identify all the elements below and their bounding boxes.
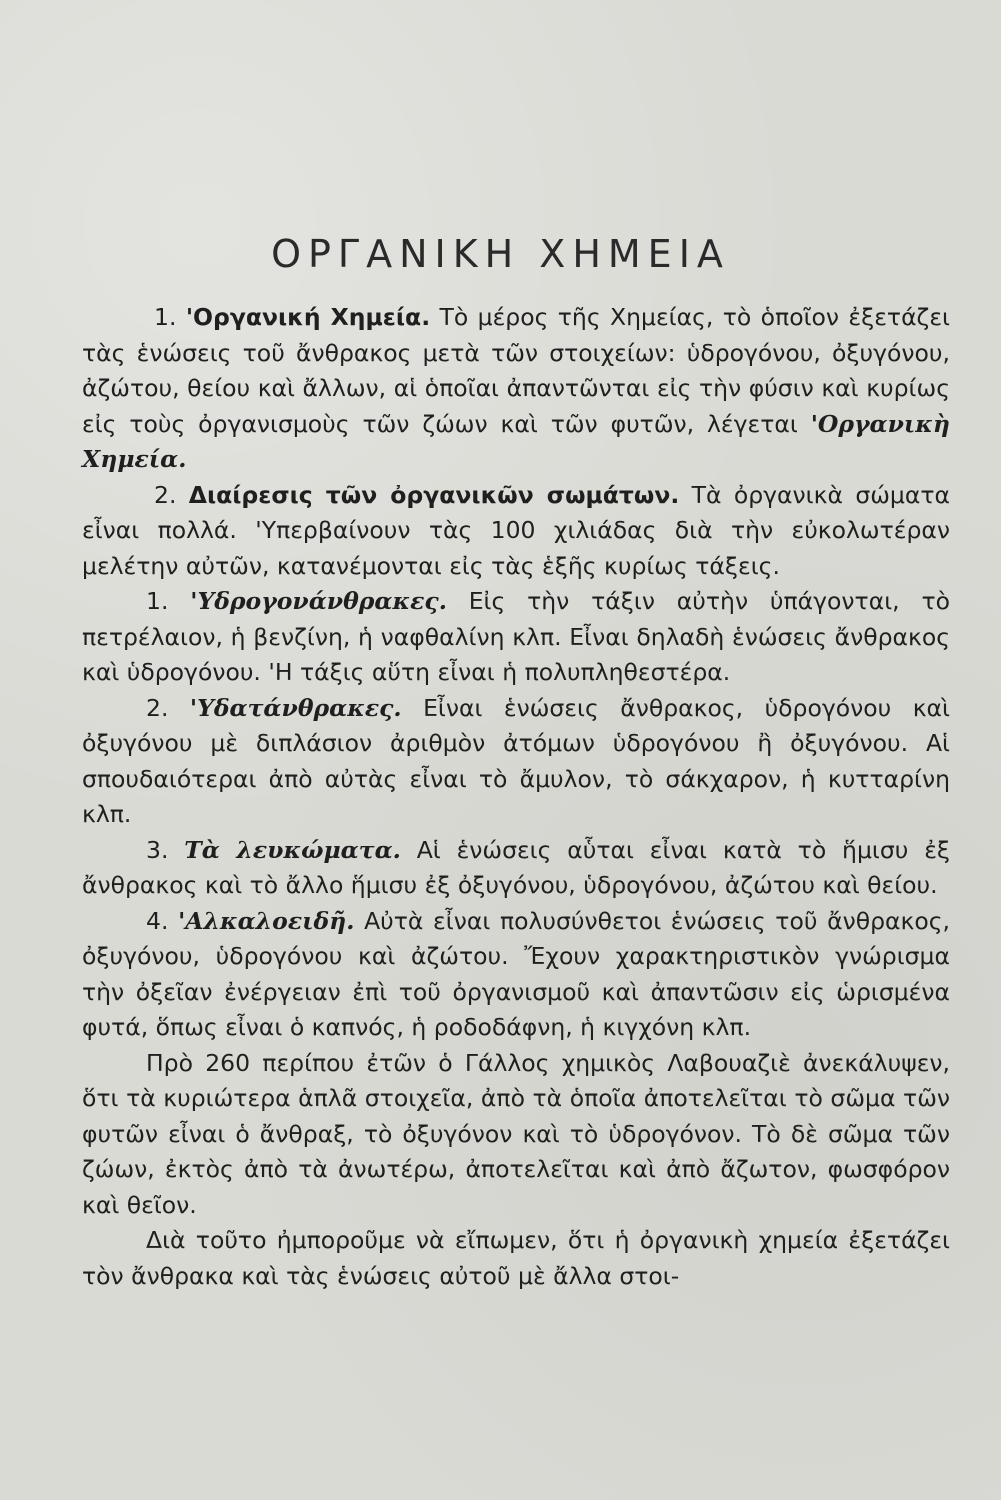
section-1-heading: 'Οργανική Χημεία. [185, 303, 431, 331]
class-4-paragraph [82, 904, 950, 1046]
class-3-term: Τὰ λευκώματα. [184, 835, 401, 864]
lavoisier-paragraph: Πρὸ 260 περίπου ἐτῶν ὁ Γάλλος χημικὸς Λαβουαζιὲ ἀνεκάλυψεν, ὅτι τὰ κυριώτερα ἁπλᾶ στοιχεῖα, ἀπὸ τὰ ὁποῖα ἀποτελεῖται τὸ σῶμα τῶν φυτῶν εἶναι ὁ ἄνθραξ, τὸ ὀξυγόνον καὶ τὸ ὑδρογόνον. Τὸ δὲ σῶμα τῶν ζώων, ἐκτὸς ἀπὸ τὰ ἀνωτέρω, ἀποτελεῖται καὶ ἀπὸ ἄζωτον, φωσφόρον καὶ θεῖον. [82, 1048, 950, 1219]
class-2-paragraph [82, 691, 950, 833]
section-1-term: 'Οργανικὴ Χημεία. [82, 409, 950, 473]
section-2-heading: Διαίρεσις τῶν ὀργανικῶν σωμάτων. [188, 480, 680, 509]
class-2-term: 'Υδατάνθρακες. [189, 693, 402, 722]
page-title: ΟΡΓΑΝΙΚΗ ΧΗΜΕΙΑ [271, 232, 730, 276]
class-1-text: Εἰς τὴν τάξιν αὐτὴν ὑπάγονται, τὸ πετρέλαιον, ἡ βενζίνη, ἡ ναφθαλίνη κλπ. Εἶναι δηλαδὴ ἑνώσεις ἄνθρακος καὶ ὑδρογόνου. 'Η τάξις αὕτη εἶναι ἡ πολυπληθεστέρα. [82, 587, 950, 686]
class-2-text: Εἶναι ἑνώσεις ἄνθρακος, ὑδρογόνου καὶ ὀξυγόνου μὲ διπλάσιον ἀριθμὸν ἀτόμων ὑδρογόνου ἢ ὀξυγόνου. Αἱ σπουδαιότεραι ἀπὸ αὐτὰς εἶναι τὸ ἄμυλον, τὸ σάκχαρον, ἡ κυτταρίνη κλπ. [82, 693, 950, 828]
section-1-number: 1. [154, 303, 177, 331]
class-4-text: Αὐτὰ εἶναι πολυσύνθετοι ἑνώσεις τοῦ ἄνθρακος, ὀξυγόνου, ὑδρογόνου καὶ ἀζώτου. Ἔχουν χαρακτηριστικὸν γνώρισμα τὴν ὀξεῖαν ἐνέργειαν ἐπὶ τοῦ ὀργανισμοῦ καὶ ἀπαντῶσιν εἰς ὡρισμένα φυτά, ὅπως εἶναι ὁ καπνός, ἡ ροδοδάφνη, ἡ κιγχόνη κλπ. [82, 906, 950, 1041]
class-1-term: 'Υδρογονάνθρακες. [190, 587, 447, 615]
conclusion-paragraph: Διὰ τοῦτο ἠμποροῦμε νὰ εἴπωμεν, ὅτι ἡ ὀργανικὴ χημεία ἐξετάζει τὸν ἄνθρακα καὶ τὰς ἑνώσεις αὐτοῦ μὲ ἄλλα στοι- [82, 1226, 950, 1290]
class-4-number: 4. [146, 906, 169, 935]
class-3-paragraph [82, 833, 950, 904]
class-2-number: 2. [146, 693, 169, 722]
class-3-text: Αἱ ἑνώσεις αὗται εἶναι κατὰ τὸ ἥμισυ ἐξ ἄνθρακος καὶ τὸ ἄλλο ἥμισυ ἐξ ὀξυγόνου, ὑδρογόνου, ἀζώτου καὶ θείου. [82, 835, 950, 899]
class-1-number: 1. [146, 587, 169, 615]
class-1-paragraph [82, 584, 950, 691]
section-1-text: Τὸ μέρος τῆς Χημείας, τὸ ὁποῖον ἐξετάζει τὰς ἑνώσεις τοῦ ἄνθρακος μετὰ τῶν στοιχείων: ὑδρογόνου, ὀξυγόνου, ἀζώτου, θείου καὶ ἄλλων, αἱ ὁποῖαι ἀπαντῶνται εἰς τὴν φύσιν καὶ κυρίως εἰς τοὺς ὀργανισμοὺς τῶν ζώων καὶ τῶν φυτῶν, λέγεται [82, 303, 950, 438]
section-1-paragraph [82, 300, 950, 478]
page-body [82, 300, 950, 1294]
section-2-paragraph [82, 478, 950, 585]
class-3-number: 3. [146, 835, 169, 864]
section-2-text: Τὰ ὀργανικὰ σώματα εἶναι πολλά. 'Υπερβαίνουν τὰς 100 χιλιάδας διὰ τὴν εὐκολωτέραν μελέτην αὐτῶν, κατανέμονται εἰς τὰς ἑξῆς κυρίως τάξεις. [82, 480, 950, 580]
class-4-term: 'Αλκαλοειδῆ. [178, 906, 355, 935]
section-2-number: 2. [154, 480, 177, 509]
